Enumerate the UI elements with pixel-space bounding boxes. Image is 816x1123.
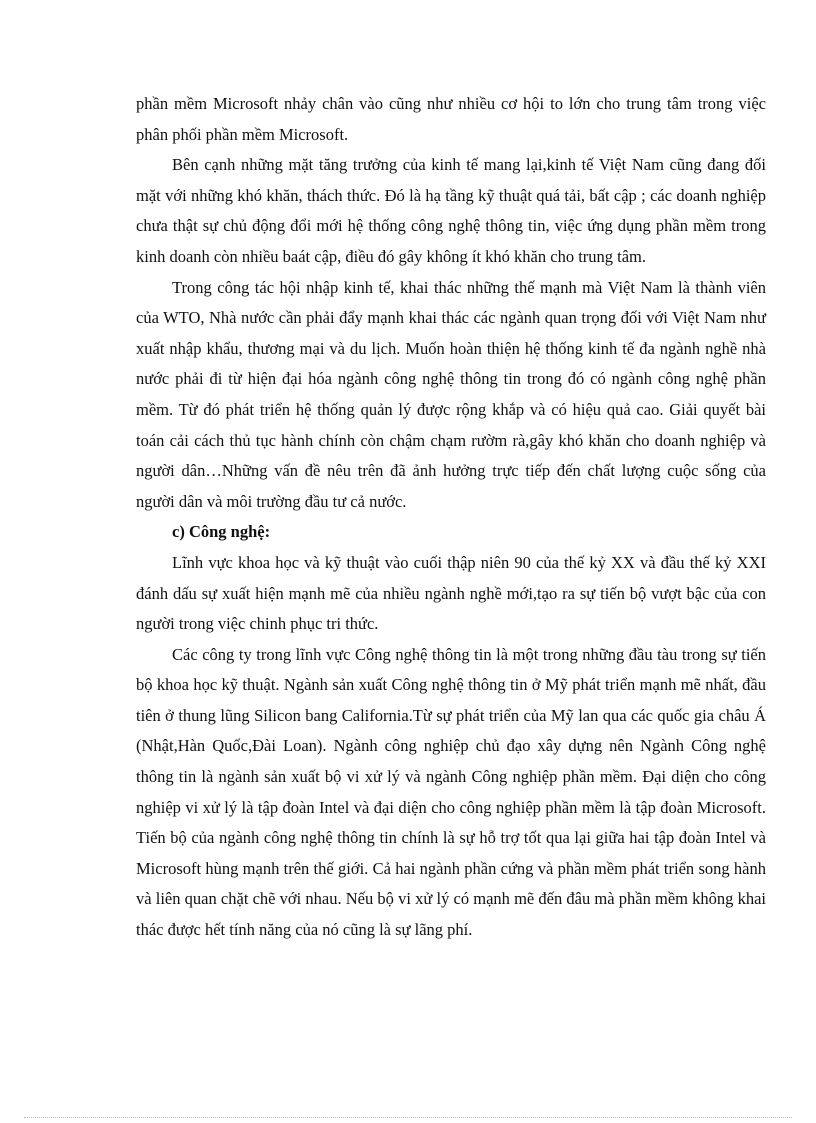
section-heading-technology: c) Công nghệ:	[172, 522, 271, 542]
paragraph-it-companies: Các công ty trong lĩnh vực Công nghệ thông tin là một trong những đầu tàu trong sự tiến bộ khoa học kỹ thuật. Ngành sản xuất Công nghệ thông tin ở Mỹ phát triển mạnh mẽ nhất, đầu tiên ở thung lũng Silicon bang California.Từ sự phát triển của Mỹ lan qua các quốc gia châu Á (Nhật,Hàn Quốc,Đài Loan). Ngành công nghiệp chủ đạo xây dựng nên Ngành Công nghệ thông tin là ngành sản xuất bộ vi xử lý và ngành Công nghiệp phần mềm. Đại diện cho công nghiệp vi xử lý là tập đoàn Intel và đại diện cho công nghiệp phần mềm là tập đoàn Microsoft. Tiến bộ của ngành công nghệ thông tin chính là sự hỗ trợ tốt qua lại giữa hai tập đoàn Intel và Microsoft hùng mạnh trên thế giới. Cả hai ngành phần cứng và phần mềm phát triển song hành và liên quan chặt chẽ với nhau. Nếu bộ vi xử lý có mạnh mẽ đến đâu mà phần mềm không khai thác được hết tính năng của nó cũng là sự lãng phí.	[136, 644, 766, 940]
page-bottom-divider	[24, 1117, 792, 1118]
paragraph-continuation: phần mềm Microsoft nhảy chân vào cũng như nhiều cơ hội to lớn cho trung tâm trong việc phân phối phần mềm Microsoft.	[136, 94, 766, 144]
paragraph-economic-integration: Trong công tác hội nhập kinh tế, khai thác những thế mạnh mà Việt Nam là thành viên của WTO, Nhà nước cần phải đẩy mạnh khai thác các ngành quan trọng đối với Việt Nam như xuất nhập khẩu, thương mại và du lịch. Muốn hoàn thiện hệ thống kinh tế đa ngành nghề nhà nước phải đi từ hiện đại hóa ngành công nghệ thông tin trong đó có ngành công nghệ phần mềm. Từ đó phát triển hệ thống quản lý được rộng khắp và có hiệu quả cao. Giải quyết bài toán cải cách thủ tục hành chính còn chậm chạm rườm rà,gây khó khăn cho doanh nghiệp và người dân…Những vấn đề nêu trên đã ảnh hưởng trực tiếp đến chất lượng cuộc sống của người dân và môi trường đầu tư cả nước.	[136, 277, 766, 511]
paragraph-science-technology: Lĩnh vực khoa học và kỹ thuật vào cuối thập niên 90 của thế kỷ XX và đầu thế kỷ XXI đánh dấu sự xuất hiện mạnh mẽ của nhiều ngành nghề mới,tạo ra sự tiến bộ vượt bậc của con người trong việc chinh phục tri thức.	[136, 552, 766, 634]
paragraph-economic-challenges: Bên cạnh những mặt tăng trưởng của kinh tế mang lại,kinh tế Việt Nam cũng đang đối mặt với những khó khăn, thách thức. Đó là hạ tầng kỹ thuật quá tải, bất cập ; các doanh nghiệp chưa thật sự chủ động đổi mới hệ thống công nghệ thông tin, việc ứng dụng phần mềm trong kinh doanh còn nhiều baát cập, điều đó gây không ít khó khăn cho trung tâm.	[136, 155, 766, 266]
document-page	[136, 89, 766, 946]
